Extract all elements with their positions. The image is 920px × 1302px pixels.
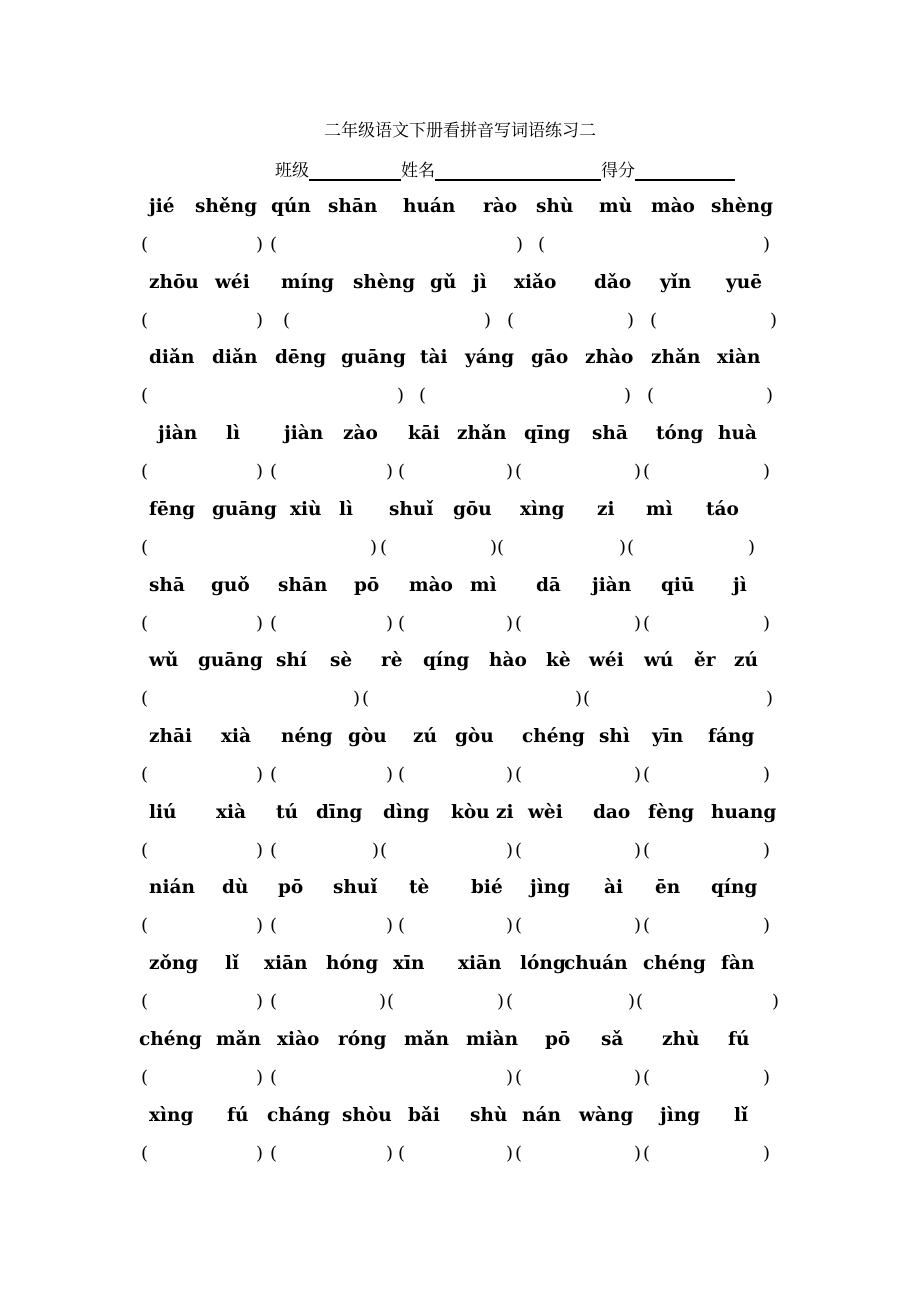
answer-bracket-open[interactable]: ( xyxy=(647,385,655,406)
pinyin-syllable: lì xyxy=(339,499,354,520)
answer-bracket-open[interactable]: ( xyxy=(643,915,651,936)
pinyin-syllable: guāng xyxy=(212,499,277,520)
answer-row xyxy=(0,461,920,487)
pinyin-syllable: xià xyxy=(221,726,252,747)
answer-bracket-close[interactable]: ) xyxy=(763,1067,771,1088)
pinyin-syllable: zhǎn xyxy=(457,423,507,444)
pinyin-syllable: huà xyxy=(718,423,757,444)
pinyin-syllable: gāo xyxy=(531,347,569,368)
answer-bracket-open[interactable]: ( xyxy=(507,310,515,331)
answer-bracket-open[interactable]: ( xyxy=(141,1067,149,1088)
pinyin-syllable: zǒng xyxy=(149,953,199,974)
pinyin-syllable: wú xyxy=(644,650,674,671)
answer-bracket-open[interactable]: ( xyxy=(643,1143,651,1164)
answer-bracket-open[interactable]: ( xyxy=(627,537,635,558)
pinyin-syllable: tè xyxy=(409,877,430,898)
answer-bracket-close[interactable]: ) xyxy=(256,461,264,482)
pinyin-syllable: shì xyxy=(599,726,630,747)
answer-bracket-open[interactable]: ( xyxy=(650,310,658,331)
pinyin-syllable: guǒ xyxy=(211,575,250,596)
pinyin-syllable: zhǎn xyxy=(651,347,701,368)
answer-bracket-close[interactable]: ) xyxy=(628,991,636,1012)
pinyin-syllable: qíng xyxy=(711,877,758,898)
pinyin-syllable: kè xyxy=(546,650,571,671)
answer-bracket-close[interactable]: ) xyxy=(575,688,583,709)
pinyin-syllable: ěr xyxy=(694,650,716,671)
answer-bracket-close[interactable]: ) xyxy=(497,991,505,1012)
pinyin-syllable: diǎn xyxy=(149,347,195,368)
answer-bracket-close[interactable]: ) xyxy=(634,840,642,861)
answer-row xyxy=(0,613,920,639)
pinyin-syllable: chéng xyxy=(139,1029,202,1050)
answer-bracket-open[interactable]: ( xyxy=(270,991,278,1012)
answer-row xyxy=(0,688,920,714)
pinyin-syllable: zhù xyxy=(662,1029,700,1050)
pinyin-syllable: dù xyxy=(222,877,249,898)
pinyin-syllable: lǐ xyxy=(225,953,240,974)
pinyin-row xyxy=(0,575,920,603)
answer-bracket-close[interactable]: ) xyxy=(256,1143,264,1164)
pinyin-syllable: rè xyxy=(381,650,403,671)
answer-bracket-close[interactable]: ) xyxy=(256,840,264,861)
answer-bracket-close[interactable]: ) xyxy=(619,537,627,558)
answer-bracket-close[interactable]: ) xyxy=(506,613,514,634)
answer-bracket-open[interactable]: ( xyxy=(283,310,291,331)
answer-row xyxy=(0,310,920,336)
answer-bracket-close[interactable]: ) xyxy=(763,764,771,785)
pinyin-row xyxy=(0,423,920,451)
answer-bracket-open[interactable]: ( xyxy=(141,1143,149,1164)
pinyin-syllable: guāng xyxy=(198,650,263,671)
pinyin-syllable: xiān xyxy=(264,953,308,974)
pinyin-syllable: wèi xyxy=(528,802,563,823)
pinyin-syllable: zú xyxy=(413,726,437,747)
pinyin-syllable: yīn xyxy=(652,726,684,747)
pinyin-syllable: xiǎo xyxy=(514,272,557,293)
pinyin-syllable: néng xyxy=(281,726,333,747)
pinyin-syllable: sǎ xyxy=(601,1029,624,1050)
pinyin-syllable: diǎn xyxy=(212,347,258,368)
answer-bracket-open[interactable]: ( xyxy=(419,385,427,406)
answer-bracket-open[interactable]: ( xyxy=(362,688,370,709)
answer-bracket-open[interactable]: ( xyxy=(380,840,388,861)
answer-bracket-close[interactable]: ) xyxy=(634,764,642,785)
answer-bracket-close[interactable]: ) xyxy=(372,840,380,861)
pinyin-syllable: hóng xyxy=(326,953,379,974)
answer-bracket-open[interactable]: ( xyxy=(141,688,149,709)
answer-bracket-close[interactable]: ) xyxy=(256,310,264,331)
pinyin-syllable: shā xyxy=(592,423,628,444)
pinyin-syllable: dīng xyxy=(316,802,363,823)
answer-bracket-close[interactable]: ) xyxy=(256,915,264,936)
pinyin-syllable: liú xyxy=(149,802,177,823)
answer-bracket-close[interactable]: ) xyxy=(256,991,264,1012)
pinyin-syllable: shù xyxy=(470,1105,508,1126)
pinyin-row xyxy=(0,953,920,981)
pinyin-syllable: wéi xyxy=(589,650,624,671)
pinyin-syllable: jì xyxy=(733,575,747,596)
pinyin-row xyxy=(0,499,920,527)
pinyin-syllable: shuǐ xyxy=(333,877,378,898)
answer-bracket-close[interactable]: ) xyxy=(766,385,774,406)
answer-bracket-open[interactable]: ( xyxy=(141,840,149,861)
answer-row xyxy=(0,915,920,941)
pinyin-row xyxy=(0,1105,920,1133)
answer-bracket-open[interactable]: ( xyxy=(583,688,591,709)
answer-bracket-close[interactable]: ) xyxy=(397,385,405,406)
pinyin-syllable: xìng xyxy=(149,1105,194,1126)
pinyin-syllable: yǐn xyxy=(660,272,692,293)
answer-bracket-open[interactable]: ( xyxy=(270,840,278,861)
pinyin-syllable: pō xyxy=(354,575,380,596)
answer-bracket-open[interactable]: ( xyxy=(387,991,395,1012)
pinyin-syllable: xiào xyxy=(277,1029,320,1050)
pinyin-syllable: mì xyxy=(646,499,673,520)
pinyin-syllable: ēn xyxy=(655,877,681,898)
pinyin-syllable: qíng xyxy=(423,650,470,671)
pinyin-row xyxy=(0,650,920,678)
pinyin-syllable: rào xyxy=(483,196,518,217)
answer-row xyxy=(0,234,920,260)
answer-bracket-open[interactable]: ( xyxy=(515,461,523,482)
answer-bracket-close[interactable]: ) xyxy=(256,234,264,255)
answer-bracket-close[interactable]: ) xyxy=(370,537,378,558)
pinyin-syllable: bié xyxy=(471,877,503,898)
pinyin-syllable: xiàn xyxy=(717,347,761,368)
answer-bracket-open[interactable]: ( xyxy=(270,234,278,255)
pinyin-syllable: wàng xyxy=(579,1105,634,1126)
answer-bracket-open[interactable]: ( xyxy=(643,840,651,861)
answer-bracket-close[interactable]: ) xyxy=(763,461,771,482)
answer-bracket-close[interactable]: ) xyxy=(763,1143,771,1164)
answer-bracket-close[interactable]: ) xyxy=(772,991,780,1012)
pinyin-syllable: huán xyxy=(403,196,456,217)
answer-bracket-close[interactable]: ) xyxy=(634,1143,642,1164)
pinyin-row xyxy=(0,196,920,224)
answer-bracket-close[interactable]: ) xyxy=(748,537,756,558)
pinyin-syllable: jì xyxy=(473,272,487,293)
pinyin-syllable: bǎi xyxy=(408,1105,440,1126)
answer-bracket-open[interactable]: ( xyxy=(515,613,523,634)
answer-bracket-close[interactable]: ) xyxy=(386,764,394,785)
answer-bracket-close[interactable]: ) xyxy=(506,461,514,482)
pinyin-syllable: jiàn xyxy=(158,423,198,444)
score-label: 得分 xyxy=(601,161,635,181)
answer-bracket-close[interactable]: ) xyxy=(506,840,514,861)
pinyin-syllable: miàn xyxy=(466,1029,519,1050)
pinyin-syllable: fèng xyxy=(648,802,695,823)
answer-bracket-close[interactable]: ) xyxy=(506,1067,514,1088)
pinyin-syllable: cháng xyxy=(267,1105,331,1126)
pinyin-syllable: jiàn xyxy=(284,423,324,444)
pinyin-syllable: chuán xyxy=(564,953,628,974)
answer-row xyxy=(0,1143,920,1169)
pinyin-syllable: shān xyxy=(328,196,378,217)
answer-bracket-close[interactable]: ) xyxy=(634,915,642,936)
pinyin-syllable: qún xyxy=(271,196,311,217)
answer-row xyxy=(0,991,920,1017)
name-blank[interactable] xyxy=(435,161,601,181)
answer-bracket-open[interactable]: ( xyxy=(643,461,651,482)
pinyin-syllable: tài xyxy=(420,347,448,368)
answer-bracket-close[interactable]: ) xyxy=(386,915,394,936)
pinyin-syllable: lǐ xyxy=(734,1105,749,1126)
answer-row xyxy=(0,840,920,866)
pinyin-syllable: fáng xyxy=(708,726,755,747)
pinyin-syllable: shěng xyxy=(195,196,258,217)
pinyin-syllable: xià xyxy=(216,802,247,823)
pinyin-syllable: gōu xyxy=(453,499,492,520)
answer-bracket-open[interactable]: ( xyxy=(141,991,149,1012)
answer-bracket-close[interactable]: ) xyxy=(353,688,361,709)
pinyin-syllable: sè xyxy=(330,650,353,671)
pinyin-syllable: shuǐ xyxy=(389,499,434,520)
class-label: 班级 xyxy=(275,161,309,181)
pinyin-syllable: fēng xyxy=(149,499,196,520)
pinyin-syllable: xīn xyxy=(393,953,425,974)
pinyin-row xyxy=(0,1029,920,1057)
answer-bracket-open[interactable]: ( xyxy=(270,1143,278,1164)
pinyin-syllable: kāi xyxy=(408,423,440,444)
score-blank[interactable] xyxy=(635,161,735,181)
pinyin-syllable: tú xyxy=(276,802,298,823)
pinyin-syllable: qiū xyxy=(661,575,695,596)
pinyin-syllable: chéng xyxy=(643,953,706,974)
answer-bracket-close[interactable]: ) xyxy=(763,915,771,936)
pinyin-syllable: guāng xyxy=(341,347,406,368)
pinyin-syllable: xìng xyxy=(520,499,565,520)
pinyin-syllable: róng xyxy=(338,1029,387,1050)
pinyin-syllable: gǔ xyxy=(430,272,457,293)
answer-bracket-open[interactable]: ( xyxy=(506,991,514,1012)
answer-bracket-close[interactable]: ) xyxy=(770,310,778,331)
answer-bracket-open[interactable]: ( xyxy=(141,234,149,255)
answer-row xyxy=(0,764,920,790)
pinyin-syllable: jiàn xyxy=(592,575,632,596)
pinyin-syllable: mù xyxy=(599,196,633,217)
pinyin-syllable: fàn xyxy=(721,953,755,974)
pinyin-syllable: kòu zi xyxy=(451,802,514,823)
answer-bracket-close[interactable]: ) xyxy=(386,1143,394,1164)
pinyin-syllable: ài xyxy=(604,877,624,898)
answer-bracket-open[interactable]: ( xyxy=(270,915,278,936)
answer-bracket-open[interactable]: ( xyxy=(141,915,149,936)
pinyin-syllable: gòu xyxy=(348,726,387,747)
answer-bracket-open[interactable]: ( xyxy=(515,764,523,785)
pinyin-row xyxy=(0,347,920,375)
answer-bracket-close[interactable]: ) xyxy=(763,840,771,861)
page-title: 二年级语文下册看拼音写词语练习二 xyxy=(324,121,596,141)
pinyin-syllable: chéng xyxy=(522,726,585,747)
pinyin-syllable: wǔ xyxy=(149,650,179,671)
pinyin-syllable: dā xyxy=(536,575,561,596)
answer-row xyxy=(0,385,920,411)
pinyin-syllable: míng xyxy=(281,272,334,293)
answer-bracket-open[interactable]: ( xyxy=(515,915,523,936)
answer-bracket-open[interactable]: ( xyxy=(497,537,505,558)
pinyin-syllable: shèng xyxy=(711,196,774,217)
pinyin-syllable: jìng xyxy=(530,877,571,898)
answer-row xyxy=(0,1067,920,1093)
answer-bracket-close[interactable]: ) xyxy=(379,991,387,1012)
answer-bracket-open[interactable]: ( xyxy=(141,764,149,785)
answer-bracket-open[interactable]: ( xyxy=(270,1067,278,1088)
pinyin-syllable: zi xyxy=(597,499,615,520)
answer-bracket-open[interactable]: ( xyxy=(270,461,278,482)
pinyin-syllable: shòu xyxy=(342,1105,392,1126)
pinyin-syllable: fú xyxy=(227,1105,249,1126)
answer-bracket-close[interactable]: ) xyxy=(634,613,642,634)
answer-bracket-close[interactable]: ) xyxy=(624,385,632,406)
pinyin-syllable: lóng xyxy=(520,953,566,974)
pinyin-syllable: yáng xyxy=(465,347,515,368)
pinyin-syllable: zào xyxy=(343,423,378,444)
pinyin-syllable: tóng xyxy=(656,423,704,444)
answer-bracket-open[interactable]: ( xyxy=(380,537,388,558)
pinyin-syllable: wéi xyxy=(215,272,250,293)
pinyin-syllable: fú xyxy=(728,1029,750,1050)
answer-bracket-open[interactable]: ( xyxy=(643,764,651,785)
class-blank[interactable] xyxy=(309,161,401,181)
answer-bracket-open[interactable]: ( xyxy=(270,613,278,634)
pinyin-syllable: shān xyxy=(278,575,328,596)
answer-bracket-open[interactable]: ( xyxy=(398,613,406,634)
pinyin-row xyxy=(0,802,920,830)
pinyin-syllable: zú xyxy=(734,650,758,671)
answer-bracket-close[interactable]: ) xyxy=(516,234,524,255)
answer-bracket-open[interactable]: ( xyxy=(398,1143,406,1164)
pinyin-syllable: jié xyxy=(149,196,175,217)
answer-bracket-close[interactable]: ) xyxy=(634,1067,642,1088)
answer-bracket-close[interactable]: ) xyxy=(627,310,635,331)
answer-bracket-close[interactable]: ) xyxy=(506,764,514,785)
pinyin-syllable: dēng xyxy=(275,347,327,368)
answer-bracket-open[interactable]: ( xyxy=(141,613,149,634)
pinyin-syllable: hào xyxy=(489,650,527,671)
answer-bracket-close[interactable]: ) xyxy=(506,1143,514,1164)
answer-bracket-close[interactable]: ) xyxy=(634,461,642,482)
answer-bracket-open[interactable]: ( xyxy=(141,310,149,331)
answer-bracket-open[interactable]: ( xyxy=(398,764,406,785)
pinyin-syllable: dìng xyxy=(383,802,430,823)
pinyin-syllable: zhāi xyxy=(149,726,192,747)
pinyin-syllable: jìng xyxy=(660,1105,701,1126)
answer-bracket-close[interactable]: ) xyxy=(763,234,771,255)
answer-bracket-open[interactable]: ( xyxy=(636,991,644,1012)
answer-row xyxy=(0,537,920,563)
name-label: 姓名 xyxy=(401,161,435,181)
answer-bracket-open[interactable]: ( xyxy=(515,1067,523,1088)
pinyin-syllable: mǎn xyxy=(216,1029,262,1050)
pinyin-syllable: mǎn xyxy=(404,1029,450,1050)
pinyin-syllable: xiān xyxy=(458,953,502,974)
answer-bracket-close[interactable]: ) xyxy=(506,915,514,936)
answer-bracket-close[interactable]: ) xyxy=(386,613,394,634)
answer-bracket-open[interactable]: ( xyxy=(515,1143,523,1164)
answer-bracket-close[interactable]: ) xyxy=(484,310,492,331)
pinyin-row xyxy=(0,726,920,754)
answer-bracket-close[interactable]: ) xyxy=(256,764,264,785)
answer-bracket-open[interactable]: ( xyxy=(398,915,406,936)
answer-bracket-open[interactable]: ( xyxy=(643,1067,651,1088)
pinyin-syllable: zhào xyxy=(585,347,634,368)
pinyin-row xyxy=(0,877,920,905)
pinyin-syllable: shí xyxy=(276,650,307,671)
pinyin-syllable: qīng xyxy=(524,423,571,444)
pinyin-syllable: nán xyxy=(522,1105,561,1126)
pinyin-syllable: dao xyxy=(593,802,631,823)
pinyin-syllable: shù xyxy=(536,196,574,217)
answer-bracket-open[interactable]: ( xyxy=(398,461,406,482)
answer-bracket-close[interactable]: ) xyxy=(256,613,264,634)
pinyin-syllable: táo xyxy=(706,499,739,520)
student-info-line xyxy=(275,156,735,181)
answer-bracket-close[interactable]: ) xyxy=(256,1067,264,1088)
pinyin-syllable: xiù xyxy=(290,499,322,520)
answer-bracket-close[interactable]: ) xyxy=(386,461,394,482)
pinyin-syllable: huang xyxy=(711,802,777,823)
pinyin-syllable: mào xyxy=(651,196,695,217)
answer-bracket-close[interactable]: ) xyxy=(766,688,774,709)
pinyin-syllable: lì xyxy=(226,423,241,444)
pinyin-syllable: gòu xyxy=(455,726,494,747)
answer-bracket-open[interactable]: ( xyxy=(538,234,546,255)
answer-bracket-close[interactable]: ) xyxy=(490,537,498,558)
pinyin-syllable: dǎo xyxy=(594,272,632,293)
answer-bracket-close[interactable]: ) xyxy=(763,613,771,634)
pinyin-row xyxy=(0,272,920,300)
pinyin-syllable: shèng xyxy=(353,272,416,293)
answer-bracket-open[interactable]: ( xyxy=(515,840,523,861)
answer-bracket-open[interactable]: ( xyxy=(141,385,149,406)
answer-bracket-open[interactable]: ( xyxy=(141,537,149,558)
pinyin-syllable: pō xyxy=(278,877,304,898)
pinyin-syllable: nián xyxy=(149,877,195,898)
answer-bracket-open[interactable]: ( xyxy=(270,764,278,785)
pinyin-syllable: mì xyxy=(470,575,497,596)
pinyin-syllable: mào xyxy=(409,575,453,596)
pinyin-syllable: zhōu xyxy=(149,272,199,293)
pinyin-syllable: shā xyxy=(149,575,185,596)
pinyin-syllable: pō xyxy=(545,1029,571,1050)
pinyin-syllable: yuē xyxy=(726,272,762,293)
answer-bracket-open[interactable]: ( xyxy=(141,461,149,482)
answer-bracket-open[interactable]: ( xyxy=(643,613,651,634)
